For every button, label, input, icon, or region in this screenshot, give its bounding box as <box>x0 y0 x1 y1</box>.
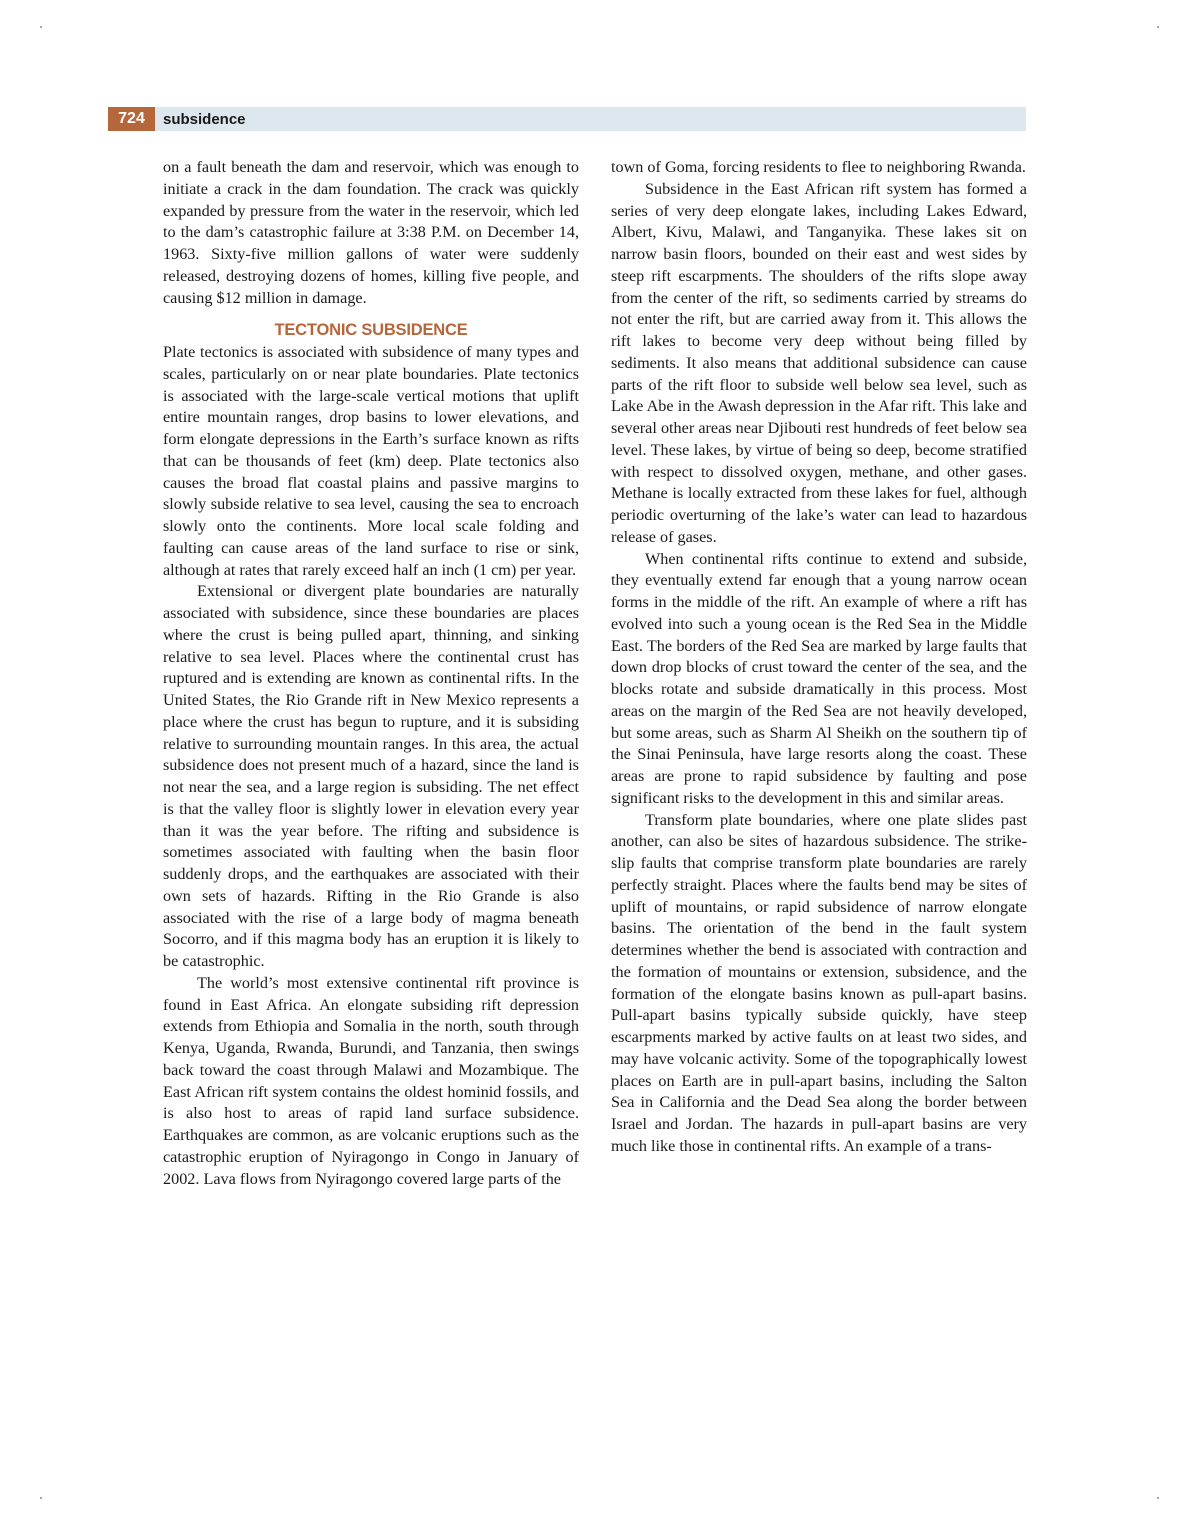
page-number: 724 <box>108 107 155 131</box>
section-heading: TECTONIC SUBSIDENCE <box>274 321 468 340</box>
paragraph: The world’s most extensive continental rift province is found in East Africa. An elongate subsiding rift depression extends from Ethiopia and Somalia in the north, south through Kenya, Uganda, Rwanda, Burundi, and Tanzania, then swings back toward the coast through Malawi and Mozambique. The East African rift system contains the oldest hominid fossils, and is also host to areas of rapid land surface subsidence. Earthquakes are common, as are volcanic eruptions such as the catastrophic eruption of Nyiragongo in Congo in January of 2002. Lava flows from Nyiragongo covered large parts of the <box>163 973 579 1188</box>
running-header <box>108 107 1026 131</box>
right-column <box>611 157 1027 1158</box>
paragraph: Plate tectonics is associated with subsidence of many types and scales, particularly on or near plate boundaries. Plate tectonics is associated with the large-scale vertical motions that uplift entire mountain ranges, drop basins to lower elevations, and form elongate depressions in the Earth’s surface known as rifts that can be thousands of feet (km) deep. Plate tectonics also causes the broad flat coastal plains and passive margins to slowly subside relative to sea level, causing the sea to encroach slowly onto the continents. More local scale folding and faulting can cause areas of the land surface to rise or sink, although at rates that rarely exceed half an inch (1 cm) per year. <box>163 343 579 579</box>
crop-mark <box>40 1497 42 1499</box>
running-head-title: subsidence <box>163 110 246 128</box>
crop-mark <box>1157 26 1159 28</box>
crop-mark <box>40 26 42 28</box>
paragraph: When continental rifts continue to extend and subside, they eventually extend far enough that a young narrow ocean forms in the middle of the rift. An example of where a rift has evolved into such a young ocean is the Red Sea in the Middle East. The borders of the Red Sea are marked by large faults that down drop blocks of crust toward the center of the sea, and the blocks rotate and subside dramatically in this process. Most areas on the margin of the Red Sea are not heavily developed, but some areas, such as Sharm Al Sheikh on the southern tip of the Sinai Peninsula, have large resorts along the coast. These areas are prone to rapid subsidence by faulting and pose significant risks to the development in this and similar areas. <box>611 549 1027 807</box>
left-column <box>163 157 579 1190</box>
paragraph: Subsidence in the East African rift system has formed a series of very deep elongate lakes, including Lakes Edward, Albert, Kivu, Malawi, and Tanganyika. These lakes sit on narrow basin floors, bounded on their east and west sides by steep rift escarpments. The shoulders of the rifts slope away from the center of the rift, so sediments carried by streams do not enter the rift, but are carried away from it. This allows the rift lakes to become very deep without being filled by sediments. It also means that additional subsidence can cause parts of the rift floor to subside well below sea level, such as Lake Abe in the Awash depression in the Afar rift. This lake and several other areas near Djibouti rest hundreds of feet below sea level. These lakes, by virtue of being so deep, become stratified with respect to dissolved oxygen, methane, and other gases. Methane is locally extracted from these lakes for fuel, although periodic overturning of the lake’s water can lead to hazardous release of gases. <box>611 179 1027 546</box>
paragraph: Extensional or divergent plate boundaries are naturally associated with subsidence, since these boundaries are places where the crust is being pulled apart, thinning, and sinking relative to sea level. Places where the continental crust has ruptured and is extending are known as continental rifts. In the United States, the Rio Grande rift in New Mexico represents a place where the crust has begun to rupture, and it is subsiding relative to surrounding mountain ranges. In this area, the actual subsidence does not present much of a hazard, since the land is not near the sea, and a large region is subsiding. The net effect is that the valley floor is slightly lower in elevation every year than it was the year before. The rifting and subsidence is sometimes associated with faulting when the basin floor suddenly drops, and the earthquakes are associated with their own sets of hazards. Rifting in the Rio Grande is also associated with the rise of a large body of magma beneath Socorro, and if this magma body has an eruption it is likely to be catastrophic. <box>163 582 579 970</box>
crop-mark <box>1157 1497 1159 1499</box>
paragraph: Transform plate boundaries, where one plate slides past another, can also be sites of hazardous subsidence. The strike-slip faults that comprise transform plate boundaries are rarely perfectly straight. Places where the faults bend may be sites of uplift of mountains, or rapid subsidence of narrow elongate basins. The orientation of the bend in the fault system determines whether the bend is associated with contraction and the formation of mountains or extension, subsidence, and the formation of the elongate basins known as pull-apart basins. Pull-apart basins typically subside quickly, have steep escarpments marked by active faults on at least two sides, and may have volcanic activity. Some of the topographically lowest places on Earth are in pull-apart basins, including the Salton Sea in California and the Dead Sea along the border between Israel and Jordan. The hazards in pull-apart basins are very much like those in continental rifts. An example of a trans- <box>611 810 1027 1155</box>
paragraph: town of Goma, forcing residents to flee to neighboring Rwanda. <box>611 158 1026 176</box>
paragraph: on a fault beneath the dam and reservoir, which was enough to initiate a crack in the dam foundation. The crack was quickly expanded by pressure from the water in the reservoir, which led to the dam’s catastrophic failure at 3:38 P.M. on December 14, 1963. Sixty-five million gallons of water were suddenly released, destroying dozens of homes, killing five people, and causing $12 million in damage. <box>163 158 579 307</box>
